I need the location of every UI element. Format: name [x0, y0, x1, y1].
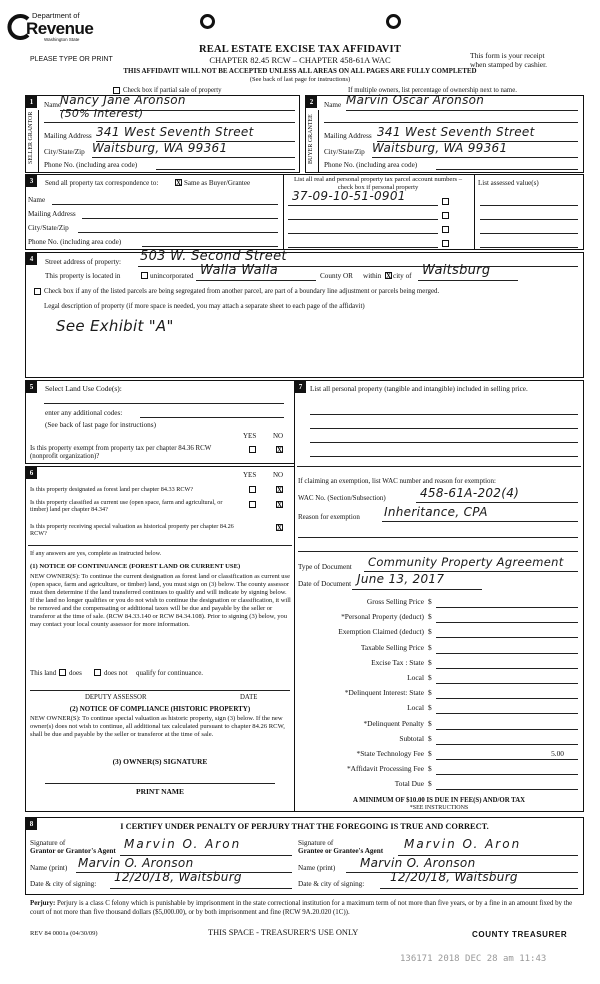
personal-property-label: List all personal property (tangible and intangible) included in selling price. [310, 385, 528, 393]
exemption-reason[interactable]: Inheritance, CPA [384, 505, 488, 519]
fee-row-label: Local [407, 673, 424, 682]
fee-row-line [436, 759, 578, 760]
fee-row-line [436, 622, 578, 623]
exempt-no-checkbox[interactable]: X [277, 446, 283, 454]
doc-date[interactable]: June 13, 2017 [357, 572, 445, 586]
county-name[interactable]: Walla Walla [200, 263, 279, 278]
seller-mail-label: Mailing Address [44, 132, 92, 140]
logo-name: Revenue [26, 19, 94, 38]
buyer-mail-label: Mailing Address [324, 132, 372, 140]
fee-row-label: Total Due [394, 779, 424, 789]
fee-row-dollar: $ [428, 657, 432, 667]
land-does-not-checkbox[interactable] [94, 669, 101, 676]
forest-yes-checkbox[interactable] [249, 486, 256, 493]
personal-property-checkbox-1[interactable] [442, 198, 449, 205]
county-treasurer-label: COUNTY TREASURER [472, 930, 568, 939]
certify-statement: I CERTIFY UNDER PENALTY OF PERJURY THAT THE FOREGOING IS TRUE AND CORRECT. [120, 822, 489, 831]
section-8-number: 8 [26, 818, 37, 830]
continuance-text: NEW OWNER(S): To continue the current designation as forest land or classification as current use (open space, farm and agriculture, or timber) land, you must sign on (3) below. The county assessor must then determine if the land transferred continues to qualify and will indicate by signing below. If the land no longer qualifies or you do not wish to continue the designation or classification, it will be removed and the compensating or additional taxes will be due and payable by the seller or transferor at the time of sale. (RCW 84.33.140 or RCW 84.34.108). Prior to signing (3) below, you may contact your local county assessor for more information. [30, 573, 291, 629]
fee-row-line [436, 774, 578, 775]
treasurer-stamp: 136171 2018 DEC 28 am 11:43 [400, 954, 547, 964]
within-label: within [363, 272, 382, 280]
current-use-no-checkbox[interactable]: X [277, 501, 283, 509]
grantor-date-city[interactable]: 12/20/18, Waitsburg [114, 870, 242, 884]
minimum-due-note: A MINIMUM OF $10.00 IS DUE IN FEE(S) AND/OR TAX [352, 797, 526, 804]
if-yes-note: If any answers are yes, complete as instructed below. [30, 550, 162, 557]
grantee-sig-label-1: Signature of [298, 839, 334, 847]
current-use-question: Is this property classified as current use (open space, farm and agricultural, or timber) land per chapter 84.34? [30, 499, 223, 514]
personal-property-checkbox-2[interactable] [442, 212, 449, 219]
personal-property-checkbox-4[interactable] [442, 240, 449, 247]
exempt-question: Is this property exempt from property tax per chapter 84.36 RCW (nonprofit organization)? [30, 445, 212, 460]
fee-row-dollar: $ [428, 673, 432, 682]
property-city[interactable]: Waitsburg [422, 263, 491, 278]
fee-row-line [436, 744, 578, 745]
unincorporated-checkbox[interactable] [141, 272, 148, 279]
reason-label: Reason for exemption [298, 513, 360, 521]
s3-city-label: City/State/Zip [28, 224, 69, 232]
grantor-sig-label-1: Signature of [30, 839, 66, 847]
logo-state: Washington State [44, 37, 80, 42]
s5-no: NO [273, 432, 284, 440]
current-use-yes-checkbox[interactable] [249, 501, 256, 508]
city-of-label: city of [393, 272, 412, 280]
assessed-value-label: List assessed value(s) [478, 179, 539, 187]
fee-row-label: *Delinquent Penalty [363, 718, 424, 728]
wac-number[interactable]: 458-61A-202(4) [420, 486, 520, 500]
perjury-text: Perjury is a class C felony which is punishable by imprisonment in the state correctional institution for a maximum term of not more than five years, or by a fine in an amount fixed by the court of not more than five thousand dollars ($5,000.00), or by both imprisonment and fine (RCW 9A.20.020 (1C)). [30, 900, 573, 916]
land-does-checkbox[interactable] [59, 669, 66, 676]
form-title: REAL ESTATE EXCISE TAX AFFIDAVIT [198, 44, 402, 55]
segregated-label: Check box if any of the listed parcels are being segregated from another parcel, are part of a boundary line adjustment or parcels being merged. [44, 288, 440, 295]
fee-row-dollar: $ [428, 642, 432, 652]
fee-row-dollar: $ [428, 733, 432, 743]
buyer-phone-label: Phone No. (including area code) [324, 161, 418, 169]
unincorporated-label: unincorporated [150, 272, 194, 280]
fee-row-label: Exemption Claimed (deduct) [338, 627, 424, 637]
grantee-signature[interactable]: Marvin O. Aron [404, 837, 522, 851]
seller-name-label: Name [44, 101, 62, 109]
fee-row-dollar: $ [428, 612, 432, 622]
grantor-signature[interactable]: Marvin O. Aron [124, 837, 242, 851]
street-address[interactable]: 503 W. Second Street [140, 249, 287, 264]
forest-land-question: Is this property designated as forest land per chapter 84.33 RCW? [30, 486, 194, 493]
section-5-number: 5 [26, 381, 37, 393]
s5-see-back: (See back of last page for instructions) [45, 421, 156, 429]
fee-row-dollar: $ [428, 597, 432, 606]
type-or-print: PLEASE TYPE OR PRINT [30, 56, 113, 63]
fee-row-line [436, 653, 578, 654]
s5-yes: YES [243, 432, 257, 440]
receipt-note-1: This form is your receipt [470, 51, 545, 60]
fee-row-dollar: $ [428, 688, 432, 698]
seller-mail[interactable]: 341 West Seventh Street [96, 125, 254, 139]
treasurer-use-label: THIS SPACE - TREASURER'S USE ONLY [208, 928, 359, 937]
form-see-back: (See back of last page for instructions) [249, 76, 351, 83]
section-6-number: 6 [26, 467, 37, 479]
seller-city-label: City/State/Zip [44, 148, 85, 156]
perjury-label: Perjury: [30, 900, 56, 907]
historic-no-checkbox[interactable]: X [277, 524, 283, 532]
send-correspondence-label: Send all property tax correspondence to: [45, 179, 159, 187]
grantee-date-label: Date & city of signing: [298, 880, 365, 888]
fee-row-dollar: $ [428, 749, 432, 758]
s3-phone-label: Phone No. (including area code) [28, 238, 122, 246]
s3-mail-label: Mailing Address [28, 210, 76, 218]
section-4-number: 4 [26, 253, 37, 265]
grantor-sig-label-2: Grantor or Grantor's Agent [30, 847, 116, 855]
parcel-list-label: List all real and personal property tax parcel account numbers – check box if personal property [293, 176, 463, 191]
section-2-number: 2 [306, 96, 317, 108]
seller-city[interactable]: Waitsburg, WA 99361 [92, 141, 228, 155]
fee-row-dollar: $ [428, 703, 432, 713]
wac-label: WAC No. (Section/Subsection) [298, 494, 386, 502]
grantor-print-name[interactable]: Marvin O. Aronson [78, 856, 194, 870]
s6-no: NO [273, 471, 284, 479]
grantee-print-name[interactable]: Marvin O. Aronson [360, 856, 476, 870]
grantor-print-label: Name (print) [30, 864, 68, 872]
form-warning: THIS AFFIDAVIT WILL NOT BE ACCEPTED UNLESS ALL AREAS ON ALL PAGES ARE FULLY COMPLETED [123, 67, 477, 75]
additional-codes-label: enter any additional codes: [45, 409, 123, 417]
form-subtitle: CHAPTER 82.45 RCW – CHAPTER 458-61A WAC [209, 55, 391, 65]
fee-row-label: Subtotal [399, 733, 424, 743]
county-or-label: County OR [320, 272, 353, 280]
deputy-assessor-label: DEPUTY ASSESSOR [85, 694, 147, 701]
section-7-number: 7 [295, 381, 306, 393]
qualify-label: qualify for continuance. [136, 669, 204, 677]
section-4 [25, 249, 584, 378]
same-as-buyer-checkbox[interactable]: X [176, 179, 182, 187]
seller-name-interest[interactable]: (50% Interest) [60, 107, 144, 120]
same-as-buyer-label: Same as Buyer/Grantee [184, 179, 251, 187]
street-address-label: Street address of property: [45, 258, 122, 266]
legal-description[interactable]: See Exhibit "A" [56, 317, 174, 335]
seller-name[interactable]: Nancy Jane Aronson [60, 93, 186, 107]
grantee-sig-label-2: Grantee or Grantee's Agent [298, 847, 384, 855]
section-1-number: 1 [26, 96, 37, 108]
fee-row-dollar: $ [428, 718, 432, 728]
form-revision: REV 84 0001a (04/30/09) [30, 930, 98, 937]
this-land-label: This land [30, 669, 57, 677]
section-7 [294, 380, 584, 812]
seller-side-label: SELLER GRANTOR [28, 111, 34, 164]
s3-name-label: Name [28, 196, 46, 204]
buyer-name-label: Name [324, 101, 342, 109]
grantee-print-label: Name (print) [298, 864, 336, 872]
fee-row-label: *Personal Property (deduct) [341, 612, 424, 622]
s6-yes: YES [243, 471, 257, 479]
print-name-label: PRINT NAME [136, 787, 184, 796]
fee-row-label: *Affidavit Processing Fee [346, 764, 424, 774]
historic-question: Is this property receiving special valuation as historical property per chapter 84.26 RCW? [30, 523, 234, 538]
buyer-side-label: BUYER GRANTEE [308, 114, 314, 164]
fee-row-dollar: $ [428, 764, 432, 774]
legal-description-label: Legal description of property (if more space is needed, you may attach a separate sheet to each page of the affidavit) [44, 303, 365, 310]
continuance-title: (1) NOTICE OF CONTINUANCE (FOREST LAND OR CURRENT USE) [30, 563, 241, 570]
fee-row-line [436, 668, 578, 669]
fee-row-line [436, 607, 578, 608]
fee-row-line [436, 683, 578, 684]
fee-row-dollar: $ [428, 627, 432, 637]
historic-text: NEW OWNER(S): To continue special valuation as historic property, sign (3) below. If the new owner(s) does not wish to continue, all additional tax calculated pursuant to chapter 84.26 RCW, shall be due and payable by the seller or transferor at the time of sale. [30, 715, 285, 738]
fee-row-line [436, 637, 578, 638]
section-3-number: 3 [26, 175, 37, 187]
doc-type[interactable]: Community Property Agreement [368, 555, 564, 569]
buyer-name[interactable]: Marvin Oscar Aronson [346, 93, 485, 107]
doc-type-label: Type of Document [298, 563, 352, 571]
buyer-mail[interactable]: 341 West Seventh Street [377, 125, 535, 139]
buyer-city[interactable]: Waitsburg, WA 99361 [372, 141, 508, 155]
claiming-exemption-label: If claiming an exemption, list WAC number and reason for exemption: [298, 477, 496, 485]
fee-row-line [436, 698, 578, 699]
land-does-label: does [69, 669, 82, 677]
buyer-city-label: City/State/Zip [324, 148, 365, 156]
fee-row-label: Local [407, 703, 424, 713]
doc-date-label: Date of Document [298, 580, 352, 588]
personal-property-checkbox-3[interactable] [442, 226, 449, 233]
fee-row-value[interactable]: 5.00 [551, 749, 564, 758]
land-does-not-label: does not [104, 669, 128, 677]
fee-row-line [436, 729, 578, 730]
multiple-owners-note: If multiple owners, list percentage of ownership next to name. [348, 87, 517, 94]
parcel-number[interactable]: 37-09-10-51-0901 [292, 189, 406, 203]
land-use-label: Select Land Use Code(s): [45, 384, 122, 393]
fee-row-label: *State Technology Fee [356, 749, 424, 758]
grantor-date-label: Date & city of signing: [30, 880, 97, 888]
grantee-date-city[interactable]: 12/20/18, Waitsburg [390, 870, 518, 884]
segregated-checkbox[interactable] [34, 288, 41, 295]
fee-row-label: Gross Selling Price [366, 597, 424, 606]
fee-row-label: Excise Tax : State [371, 657, 424, 667]
fee-row-label: Taxable Selling Price [360, 642, 424, 652]
owner-signature-label: (3) OWNER(S) SIGNATURE [112, 757, 208, 766]
seller-phone-label: Phone No. (including area code) [44, 161, 138, 169]
perjury-statement [30, 900, 582, 918]
deputy-date-label: DATE [240, 694, 258, 701]
see-instructions-note: *SEE INSTRUCTIONS [409, 805, 469, 811]
fee-row-label: *Delinquent Interest: State [344, 688, 424, 698]
fee-row-line [436, 789, 578, 790]
located-label: This property is located in [45, 272, 121, 280]
fee-row-line [436, 713, 578, 714]
hole-punch-right [386, 14, 401, 29]
forest-no-checkbox[interactable]: X [277, 486, 283, 494]
within-city-checkbox[interactable]: X [386, 272, 392, 280]
fee-row-dollar: $ [428, 779, 432, 789]
hole-punch-left [200, 14, 215, 29]
receipt-note-2: when stamped by cashier. [470, 60, 548, 69]
logo-dept: Department of [32, 11, 80, 20]
historic-title: (2) NOTICE OF COMPLIANCE (HISTORIC PROPERTY) [69, 705, 251, 713]
partial-sale-label: Check box if partial sale of property [123, 87, 222, 94]
exempt-yes-checkbox[interactable] [249, 446, 256, 453]
